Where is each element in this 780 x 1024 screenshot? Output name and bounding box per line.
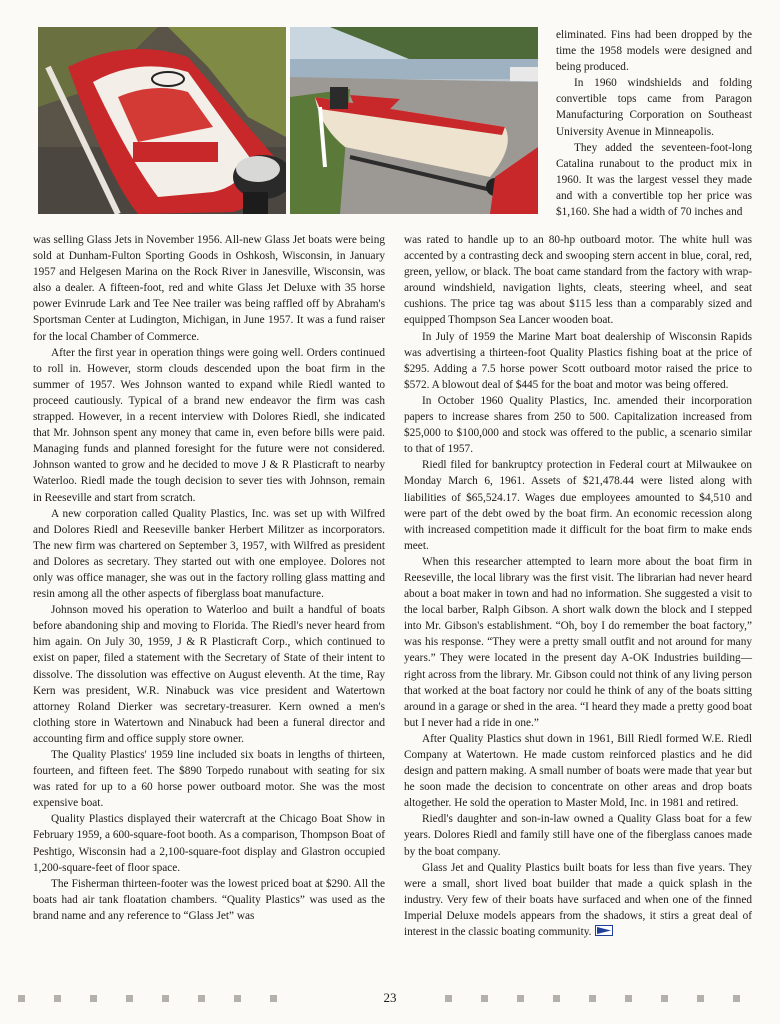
paragraph: In October 1960 Quality Plastics, Inc. amended their incorporation papers to increase shares from 250 to 500. Capitalization increased from $25,000 to $100,000 and stock was offered to the public, a scenario similar to that of 1957. xyxy=(404,394,752,456)
paragraph: The Quality Plastics' 1959 line included six boats in lengths of thirteen, fourteen, and fifteen feet. The $890 Torpedo runabout with seating for six was rated for up to a 60 horse power outboard motor. She was the most expensive boat. xyxy=(33,749,385,810)
footer-dot xyxy=(589,995,596,1002)
paragraph-text: Glass Jet and Quality Plastics built boats for less than five years. They were a small, short lived boat builder that made a quick splash in the industry. Very few of their boats have surfaced and when one of the finned Imperial Deluxe models appears from the shadows, it stirs a great deal of interest in the classic boating community. xyxy=(404,861,752,939)
paragraph: After the first year in operation things were going well. Orders continued to roll in. However, storm clouds descended upon the boat firm in the summer of 1957. Wes Johnson wanted to expand while Riedl wanted to proceed cautiously. Typical of a brand new endeavor the firm was cash strapped. However, in a recent interview with Dolores Riedl, she indicated that Mr. Johnson spent any money that came in, even before bills were paid. Managing funds and planned foresight for the future were not considered. Johnson wanted to grow and he decided to move J & R Plasticraft to nearby Waterloo. Riedl made the tough decision to sever ties with Johnson, remain in Reeseville and start from scratch. xyxy=(33,346,385,504)
paragraph-last xyxy=(404,860,752,940)
paragraph: was selling Glass Jets in November 1956. All-new Glass Jet boats were being sold at Dunham-Fulton Sporting Goods in Oshkosh, Wisconsin, in January 1957 and Helgesen Marina on the Rock River in Janesville, Wisconsin, was also a dealer. A fifteen-foot, red and white Glass Jet Deluxe with 35 horse power Evinrude Lark and Tee Nee trailer was being raffled off by Abraham's Sportsman Center at Ludington, Michigan, in June 1957. It was a fund raiser for the local Chamber of Commerce. xyxy=(33,234,385,343)
footer-dot xyxy=(733,995,740,1002)
paragraph: In 1960 windshields and folding convertible tops came from Paragon Manufacturing Corporation on Southeast University Avenue in Minneapolis. xyxy=(556,77,752,138)
footer-dot xyxy=(697,995,704,1002)
paragraph: They added the seventeen-foot-long Catalina runabout to the product mix in 1960. It was the largest vessel they made and with a convertible top her price was $1,160. She had a width of 70 inches and xyxy=(556,141,752,219)
paragraph: In July of 1959 the Marine Mart boat dealership of Wisconsin Rapids was advertising a thirteen-foot Quality Plastics fishing boat at the price of $295. Adding a 7.5 horse power Scott outboard motor raised the price to $572. A blowout deal of $445 for the boat and motor was being offered. xyxy=(404,330,752,391)
paragraph: was rated to handle up to an 80-hp outboard motor. The white hull was accented by a contrasting deck and swooping stern accent in blue, coral, red, green, yellow, or black. The boat came standard from the factory with wrap-around windshield, navigation lights, cleats, steering wheel, and seat cushions. The price tag was about $115 less than a comparably sized and equipped Thompson Sea Lancer wooden boat. xyxy=(404,234,752,327)
footer-dot xyxy=(661,995,668,1002)
boat-photo-left xyxy=(38,27,286,214)
footer-dot xyxy=(445,995,452,1002)
footer-dot xyxy=(625,995,632,1002)
page-number: 23 xyxy=(383,990,397,1005)
paragraph: After Quality Plastics shut down in 1961, Bill Riedl formed W.E. Riedl Company at Watertown. He made custom reinforced plastics and he did design and pattern making. A small number of boats were made that year but he soon made the decision to concentrate on other areas and drop boats altogether. He sold the operation to Master Mold, Inc. in 1981 and retired. xyxy=(404,732,752,810)
paragraph: Riedl filed for bankruptcy protection in Federal court at Milwaukee on Monday March 6, 1961. Assets of $21,478.44 were listed along with liabilities of $65,524.17. Wages due employees amounted to $4,510 and were part of the debt owed by the boat firm. An economic recession along with increased competition made it difficult for the boat firm to make ends meet. xyxy=(404,459,752,552)
column-left xyxy=(33,232,385,924)
paragraph: When this researcher attempted to learn more about the boat firm in Reeseville, the local library was the first visit. The librarian had never heard about a boat maker in town and had no information. She suggested a visit to the local barber, Ralph Gibson. A short walk down the block and I stepped into Mr. Gibson's establishment. “Oh, boy I do remember the boat factory,” was his response. “They were a pretty small outfit and not around for many years.” They were located in the present day A-OK Industries building—right across from the library. Mr. Gibson could not think of any living person that worked at the boat factory nor could he think of any of the boats sitting around in a garage or shed in the area. “I heard they made a pretty good boat but I never had a ride in one.” xyxy=(404,555,752,729)
column-right-top xyxy=(556,27,752,220)
paragraph: The Fisherman thirteen-footer was the lowest priced boat at $290. All the boats had air tank floatation chambers. “Quality Plastics” was used as the brand name and any reference to “Glass Jet” was xyxy=(33,877,385,922)
paragraph: eliminated. Fins had been dropped by the time the 1958 models were designed and being produced. xyxy=(556,29,752,74)
photo-red-boat-top-view xyxy=(38,27,286,214)
footer-dot xyxy=(517,995,524,1002)
footer-dot xyxy=(481,995,488,1002)
photo-cream-boat-on-trailer xyxy=(290,27,538,214)
boat-photo-right xyxy=(290,27,538,214)
paragraph: Johnson moved his operation to Waterloo and built a handful of boats before abandoning ship and moving to Florida. The Riedl's never heard from him again. On July 30, 1959, J & R Plasticraft Corp., which continued to exist on paper, filed a statement with the Secretary of State of their intent to dissolve. The dissolution was effective on August eleventh. At the time, Ray Kern was president, W.R. Ninabuck was vice president and Watertown attorney Roland Dierker was secretary-treasurer. Kern owned a men's clothing store in Watertown and Ninabuck had been a funeral director and accounting firm and office supply store owner. xyxy=(33,604,385,745)
footer-dot xyxy=(553,995,560,1002)
paragraph: Riedl's daughter and son-in-law owned a Quality Glass boat for a few years. Dolores Riedl and family still have one of the fiberglass canoes made by the boat company. xyxy=(404,813,752,858)
end-of-article-flag-icon xyxy=(595,925,613,936)
column-right xyxy=(404,232,752,940)
paragraph: Quality Plastics displayed their watercraft at the Chicago Boat Show in February 1959, a 600-square-foot booth. As a comparison, Thompson Boat of Peshtigo, Wisconsin had a 2,100-square-foot display and Glastron occupied 1,200-square-feet of floor space. xyxy=(33,813,385,874)
footer-dots-right xyxy=(445,995,769,1003)
paragraph: A new corporation called Quality Plastics, Inc. was set up with Wilfred and Dolores Riedl and Reeseville banker Herbert Militzer as incorporators. The new firm was chartered on September 3, 1957, with Wilfred as president and Dolores as secretary. They started out with one employee. Dolores not only was office manager, she was out in the factory rolling glass matting and resin among all the other aspects of fiberglass boat manufacture. xyxy=(33,507,385,601)
